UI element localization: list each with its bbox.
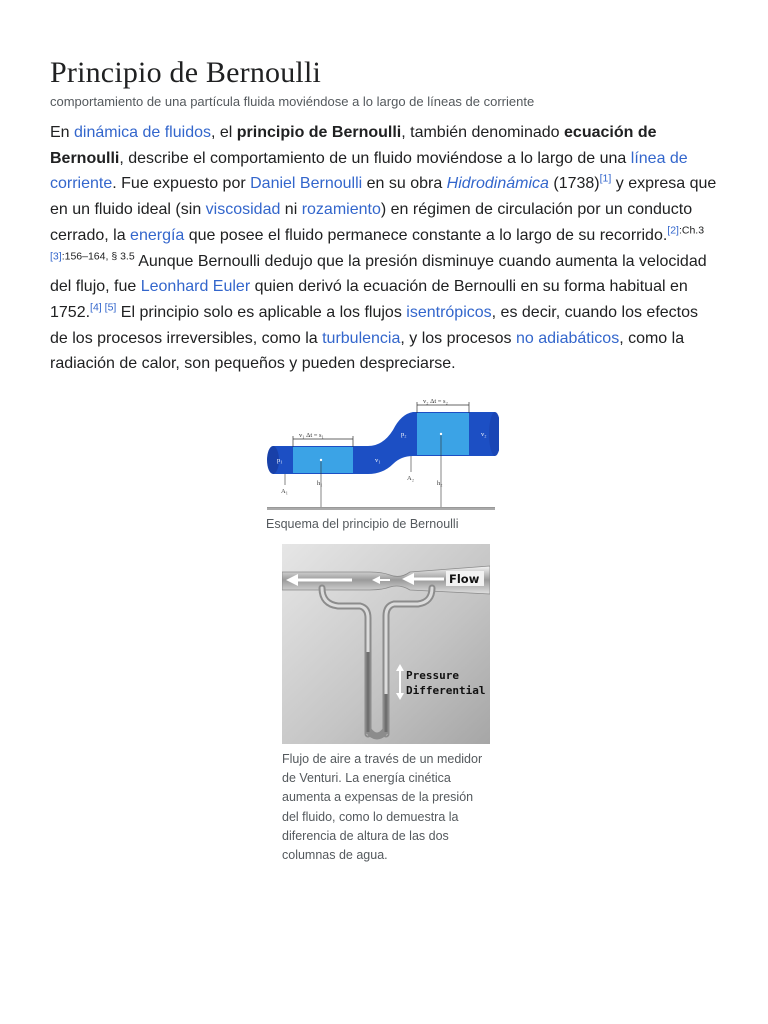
ref-link-2[interactable]: [2] (667, 224, 679, 237)
bernoulli-diagram-figure[interactable] (263, 390, 499, 515)
text-run: Aunque Bernoulli dedujo que la presión disminuye cuando aumenta la velocidad del flujo, fue (50, 252, 707, 296)
link-dinamica-de-fluidos[interactable]: dinámica de fluidos (74, 124, 211, 141)
text-run: ) en régimen de circulación por un conducto cerrado, la (50, 201, 693, 244)
label-v1-dt: v₁ Δt = s₁ (299, 432, 324, 439)
ref-link-4[interactable]: [4] (90, 301, 102, 314)
reference-1 (600, 173, 612, 185)
figure2-caption: Flujo de aire a través de un medidor de Venturi. La energía cinética aumenta a expensas de la presión del fluido, como lo demuestra la diferencia de altura de las dos columnas de agua. (282, 752, 483, 863)
text-run: En (50, 124, 75, 141)
page-title: Principio de Bernoulli (50, 56, 322, 89)
bold-principio: principio de Bernoulli (236, 124, 402, 141)
venturi-photo-figure[interactable] (282, 544, 490, 744)
text-run: quien derivó la ecuación de Bernoulli en su forma habitual en 1752. (50, 278, 688, 321)
text-run: , el (210, 124, 237, 141)
bold-ecuacion: ecuación de Bernoulli (50, 124, 657, 167)
ref-link-3[interactable]: [3] (50, 250, 62, 263)
link-isentropicos[interactable]: isentrópicos (406, 303, 492, 321)
link-linea-de-corriente[interactable]: línea de corriente (50, 149, 688, 193)
link-turbulencia[interactable]: turbulencia (322, 329, 401, 347)
label-p1: p₁ (277, 457, 283, 464)
link-no-adiabaticos[interactable]: no adiabáticos (516, 329, 620, 347)
italic-hidrodinamica: Hidrodinámica (446, 175, 549, 193)
figure1-caption: Esquema del principio de Bernoulli (266, 517, 459, 531)
text-run: que posee el fluido permanece constante a lo largo de su recorrido. (184, 226, 668, 244)
label-h2: h₂ (437, 480, 443, 487)
label-h1: h₁ (317, 480, 323, 487)
venturi-meter-photo (282, 544, 490, 744)
label-p2: p₂ (401, 431, 407, 438)
ref-page-3: :156–164, § 3.5 (61, 250, 135, 263)
text-run: ni (280, 201, 302, 219)
ref-link-5[interactable]: [5] (104, 301, 117, 314)
ref-page-2: :Ch.3 (678, 224, 705, 237)
text-run: , y los procesos (400, 329, 516, 347)
text-run: y expresa que en un fluido ideal (sin (50, 175, 717, 219)
pressure-label-line1: Pressure (406, 669, 459, 682)
reference-4-5 (90, 302, 116, 314)
link-leonhard-euler[interactable]: Leonhard Euler (140, 278, 251, 296)
link-energia[interactable]: energía (130, 226, 185, 244)
label-v2: v₂ (481, 431, 487, 438)
center-point-2 (440, 433, 442, 435)
text-run: , es decir, cuando los efectos de los procesos irreversibles, como la (50, 303, 698, 347)
text-run: El principio solo es aplicable a los flujos (116, 303, 407, 321)
flow-label: Flow (449, 572, 480, 586)
fluid-section-2 (417, 413, 469, 455)
page-subtitle: comportamiento de una partícula fluida moviéndose a lo largo de líneas de corriente (50, 94, 535, 109)
fluid-section-1 (293, 447, 353, 473)
bernoulli-pipe-diagram (263, 390, 499, 515)
label-v1: v₁ (375, 457, 381, 464)
pressure-label-line2: Differential (406, 684, 486, 697)
text-run: en su obra (362, 175, 447, 193)
text-run: , como la radiación de calor, son pequeños y pueden despreciarse. (50, 329, 685, 373)
link-rozamiento[interactable]: rozamiento (301, 201, 381, 219)
intro-paragraph (50, 120, 720, 377)
text-run: , también denominado (401, 124, 565, 141)
text-run: , describe el comportamiento de un fluido moviéndose a lo largo de una (119, 149, 631, 167)
link-daniel-bernoulli[interactable]: Daniel Bernoulli (250, 175, 363, 193)
center-point-1 (320, 459, 322, 461)
label-v2-dt: v₂ Δt = s₂ (423, 398, 448, 405)
text-run: . Fue expuesto por (112, 175, 251, 193)
ref-link-1[interactable]: [1] (599, 173, 612, 186)
link-hidrodinamica[interactable] (447, 175, 549, 192)
text-run: (1738) (548, 175, 600, 193)
link-viscosidad[interactable]: viscosidad (205, 201, 281, 219)
label-a2: A₂ (407, 475, 414, 482)
label-a1: A₁ (281, 488, 288, 495)
